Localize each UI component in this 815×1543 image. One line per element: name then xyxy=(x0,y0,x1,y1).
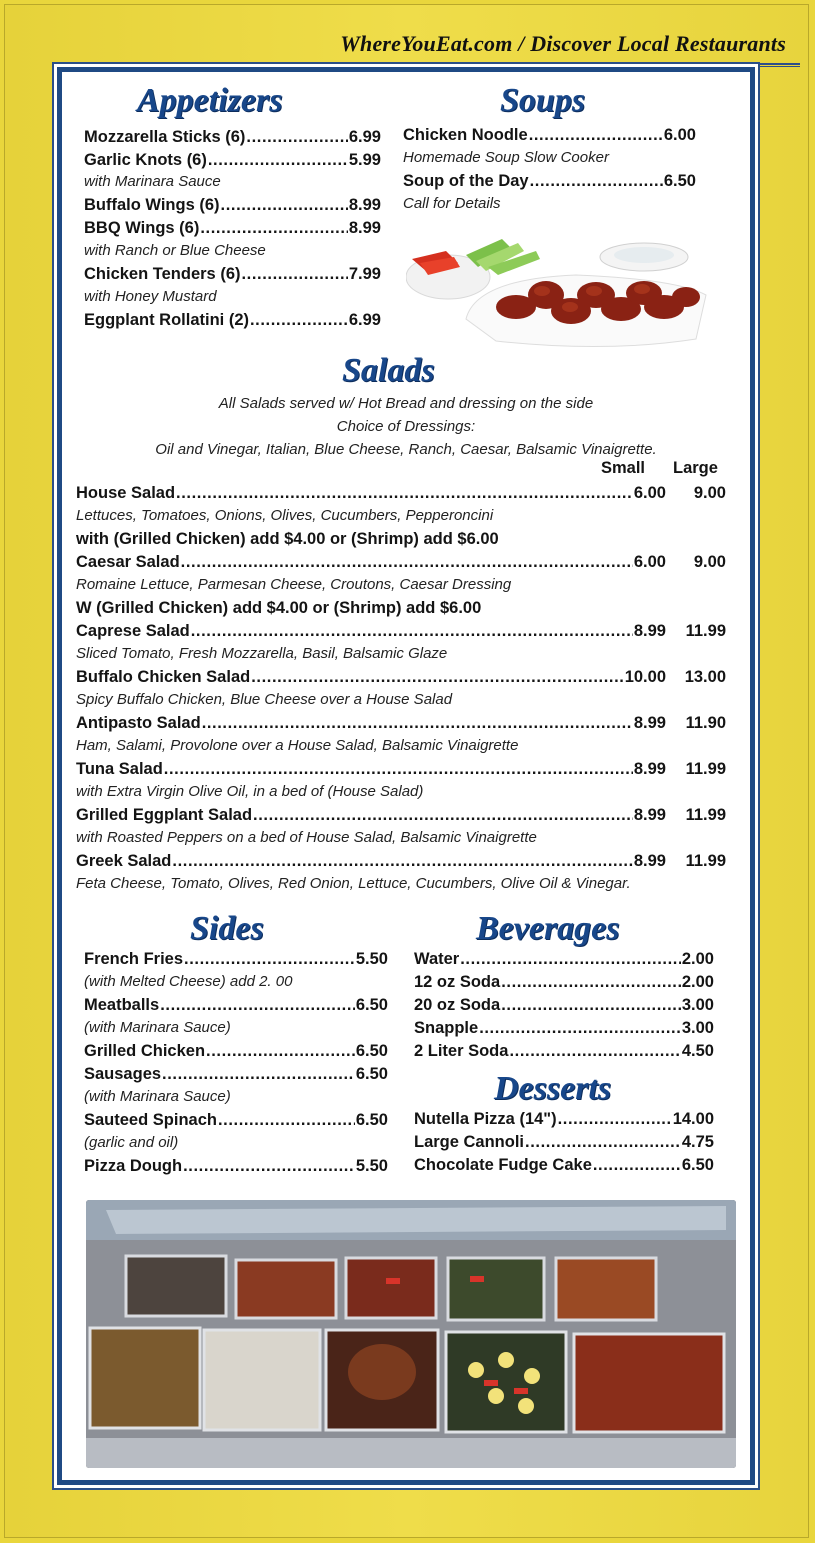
leader-dots xyxy=(183,1155,355,1177)
item-name: Eggplant Rollatini (2) xyxy=(84,311,249,329)
sides-heading: Sides xyxy=(190,910,264,947)
leader-dots xyxy=(501,971,681,993)
item-description: Feta Cheese, Tomato, Olives, Red Onion, Lettuce, Cucumbers, Olive Oil & Vinegar. xyxy=(76,875,631,892)
item-name: Buffalo Chicken Salad xyxy=(76,668,251,686)
column-header-small: Small xyxy=(601,459,646,477)
menu-item xyxy=(76,850,726,872)
leader-dots xyxy=(525,1131,681,1153)
menu-item xyxy=(414,1154,714,1176)
item-name: Chicken Noodle xyxy=(403,126,528,144)
menu-item xyxy=(414,971,714,993)
item-price-small: 6.00 xyxy=(633,553,666,571)
item-description: Sliced Tomato, Fresh Mozzarella, Basil, Balsamic Glaze xyxy=(76,645,448,662)
item-description: with Honey Mustard xyxy=(84,288,217,305)
item-price-small: 8.99 xyxy=(633,622,666,640)
buffet-photo xyxy=(86,1200,736,1468)
item-price: 6.50 xyxy=(355,1065,388,1083)
item-price-large: 11.99 xyxy=(685,852,726,870)
leader-dots xyxy=(218,1109,355,1131)
item-price-large: 11.99 xyxy=(685,622,726,640)
menu-panel xyxy=(57,67,755,1485)
item-price: 8.99 xyxy=(348,219,381,237)
leader-dots xyxy=(460,948,681,970)
item-name: Grilled Eggplant Salad xyxy=(76,806,253,824)
leader-dots xyxy=(164,758,633,780)
leader-dots xyxy=(208,149,348,171)
item-price: 14.00 xyxy=(672,1110,714,1128)
item-description: with Ranch or Blue Cheese xyxy=(84,242,266,259)
menu-item xyxy=(76,551,726,573)
item-price: 6.50 xyxy=(355,996,388,1014)
menu-item xyxy=(403,170,696,192)
item-name: Meatballs xyxy=(84,996,160,1014)
salads-note: Choice of Dressings: xyxy=(336,418,476,435)
menu-item xyxy=(414,1131,714,1153)
item-price: 2.00 xyxy=(681,973,714,991)
menu-item xyxy=(76,620,726,642)
leader-dots xyxy=(530,170,663,192)
salads-note: Oil and Vinegar, Italian, Blue Cheese, Ranch, Caesar, Balsamic Vinaigrette. xyxy=(155,441,657,458)
item-price-large: 11.99 xyxy=(685,806,726,824)
desserts-heading: Desserts xyxy=(494,1070,612,1107)
item-price-large: 9.00 xyxy=(693,484,726,502)
leader-dots xyxy=(593,1154,681,1176)
item-name: Sausages xyxy=(84,1065,162,1083)
item-description: (with Marinara Sauce) xyxy=(84,1019,231,1036)
menu-item xyxy=(414,948,714,970)
leader-dots xyxy=(162,1063,355,1085)
item-price: 5.50 xyxy=(355,1157,388,1175)
item-price: 6.99 xyxy=(348,128,381,146)
item-name: Pizza Dough xyxy=(84,1157,183,1175)
menu-item xyxy=(84,149,381,171)
menu-item xyxy=(76,482,726,504)
item-description: with Extra Virgin Olive Oil, in a bed of (House Salad) xyxy=(76,783,424,800)
item-name: Large Cannoli xyxy=(414,1133,525,1151)
leader-dots xyxy=(509,1040,680,1062)
item-name: Garlic Knots (6) xyxy=(84,151,207,169)
menu-page xyxy=(4,4,809,1538)
leader-dots xyxy=(251,666,624,688)
item-name: Antipasto Salad xyxy=(76,714,201,732)
item-description: Romaine Lettuce, Parmesan Cheese, Croutons, Caesar Dressing xyxy=(76,576,512,593)
column-header-large: Large xyxy=(673,459,718,477)
item-price-large: 9.00 xyxy=(693,553,726,571)
leader-dots xyxy=(246,126,347,148)
item-price-large: 11.99 xyxy=(685,760,726,778)
item-price-small: 8.99 xyxy=(633,852,666,870)
item-price-small: 8.99 xyxy=(633,714,666,732)
leader-dots xyxy=(176,482,633,504)
leader-dots xyxy=(191,620,633,642)
menu-item xyxy=(414,994,714,1016)
item-name: 2 Liter Soda xyxy=(414,1042,509,1060)
salads-note: All Salads served w/ Hot Bread and dressing on the side xyxy=(218,395,594,412)
item-name: House Salad xyxy=(76,484,176,502)
menu-item xyxy=(84,948,388,970)
leader-dots xyxy=(184,948,355,970)
item-description: Spicy Buffalo Chicken, Blue Cheese over a House Salad xyxy=(76,691,453,708)
item-name: Chicken Tenders (6) xyxy=(84,265,241,283)
item-price: 2.00 xyxy=(681,950,714,968)
leader-dots xyxy=(221,194,348,216)
leader-dots xyxy=(206,1040,355,1062)
menu-item xyxy=(84,263,381,285)
menu-item xyxy=(84,1063,388,1085)
menu-item xyxy=(414,1040,714,1062)
item-description: (garlic and oil) xyxy=(84,1134,179,1151)
item-price-small: 8.99 xyxy=(633,806,666,824)
item-price: 6.50 xyxy=(355,1111,388,1129)
item-name: Mozzarella Sticks (6) xyxy=(84,128,246,146)
leader-dots xyxy=(250,309,348,331)
leader-dots xyxy=(253,804,633,826)
item-name: Chocolate Fudge Cake xyxy=(414,1156,592,1174)
menu-item xyxy=(76,804,726,826)
menu-item xyxy=(84,1109,388,1131)
menu-item xyxy=(76,712,726,734)
item-price: 6.50 xyxy=(663,172,696,190)
item-name: Caesar Salad xyxy=(76,553,180,571)
item-price: 3.00 xyxy=(681,996,714,1014)
item-description: (with Marinara Sauce) xyxy=(84,1088,231,1105)
item-description: (with Melted Cheese) add 2. 00 xyxy=(84,973,293,990)
item-price: 6.50 xyxy=(681,1156,714,1174)
item-description: with Roasted Peppers on a bed of House Salad, Balsamic Vinaigrette xyxy=(76,829,537,846)
menu-item xyxy=(414,1108,714,1130)
site-banner[interactable]: WhereYouEat.com / Discover Local Restaurants xyxy=(340,31,786,56)
leader-dots xyxy=(181,551,633,573)
item-price: 6.99 xyxy=(348,311,381,329)
item-name: French Fries xyxy=(84,950,184,968)
item-name: Caprese Salad xyxy=(76,622,190,640)
salads-heading: Salads xyxy=(342,352,435,389)
leader-dots xyxy=(200,217,348,239)
item-name: Sauteed Spinach xyxy=(84,1111,217,1129)
item-description: Call for Details xyxy=(403,195,501,212)
item-name: Soup of the Day xyxy=(403,172,529,190)
leader-dots xyxy=(558,1108,672,1130)
item-name: Tuna Salad xyxy=(76,760,163,778)
item-name: Snapple xyxy=(414,1019,479,1037)
soups-heading: Soups xyxy=(500,82,586,119)
item-price: 7.99 xyxy=(348,265,381,283)
item-name: 20 oz Soda xyxy=(414,996,501,1014)
item-price: 3.00 xyxy=(681,1019,714,1037)
menu-item xyxy=(414,1017,714,1039)
item-name: Buffalo Wings (6) xyxy=(84,196,220,214)
menu-item xyxy=(84,1155,388,1177)
item-name: Greek Salad xyxy=(76,852,172,870)
item-price: 8.99 xyxy=(348,196,381,214)
item-price-large: 11.90 xyxy=(685,714,726,732)
menu-item xyxy=(76,666,726,688)
item-price: 6.50 xyxy=(355,1042,388,1060)
item-price-small: 8.99 xyxy=(633,760,666,778)
appetizers-heading: Appetizers xyxy=(137,82,283,119)
menu-item xyxy=(84,309,381,331)
item-name: Nutella Pizza (14") xyxy=(414,1110,557,1128)
item-price: 5.99 xyxy=(348,151,381,169)
item-name: Water xyxy=(414,950,460,968)
item-description: Ham, Salami, Provolone over a House Salad, Balsamic Vinaigrette xyxy=(76,737,519,754)
beverages-heading: Beverages xyxy=(476,910,620,947)
menu-item xyxy=(84,217,381,239)
item-addon: W (Grilled Chicken) add $4.00 or (Shrimp) add $6.00 xyxy=(76,599,482,617)
leader-dots xyxy=(529,124,663,146)
leader-dots xyxy=(479,1017,681,1039)
leader-dots xyxy=(160,994,355,1016)
item-name: 12 oz Soda xyxy=(414,973,501,991)
leader-dots xyxy=(202,712,633,734)
leader-dots xyxy=(501,994,681,1016)
item-price: 5.50 xyxy=(355,950,388,968)
item-description: with Marinara Sauce xyxy=(84,173,221,190)
menu-item xyxy=(84,994,388,1016)
menu-item xyxy=(84,1040,388,1062)
menu-item xyxy=(403,124,696,146)
item-price-large: 13.00 xyxy=(684,668,726,686)
buffalo-wings-photo xyxy=(406,229,708,349)
menu-item xyxy=(76,758,726,780)
item-price: 4.75 xyxy=(681,1133,714,1151)
item-addon: with (Grilled Chicken) add $4.00 or (Shrimp) add $6.00 xyxy=(76,530,499,548)
item-price-small: 6.00 xyxy=(633,484,666,502)
item-price: 4.50 xyxy=(681,1042,714,1060)
item-description: Lettuces, Tomatoes, Onions, Olives, Cucumbers, Pepperoncini xyxy=(76,507,494,524)
item-price-small: 10.00 xyxy=(624,668,666,686)
menu-item xyxy=(84,194,381,216)
item-name: BBQ Wings (6) xyxy=(84,219,200,237)
leader-dots xyxy=(172,850,632,872)
item-description: Homemade Soup Slow Cooker xyxy=(403,149,609,166)
menu-item xyxy=(84,126,381,148)
leader-dots xyxy=(241,263,347,285)
item-name: Grilled Chicken xyxy=(84,1042,206,1060)
item-price: 6.00 xyxy=(663,126,696,144)
